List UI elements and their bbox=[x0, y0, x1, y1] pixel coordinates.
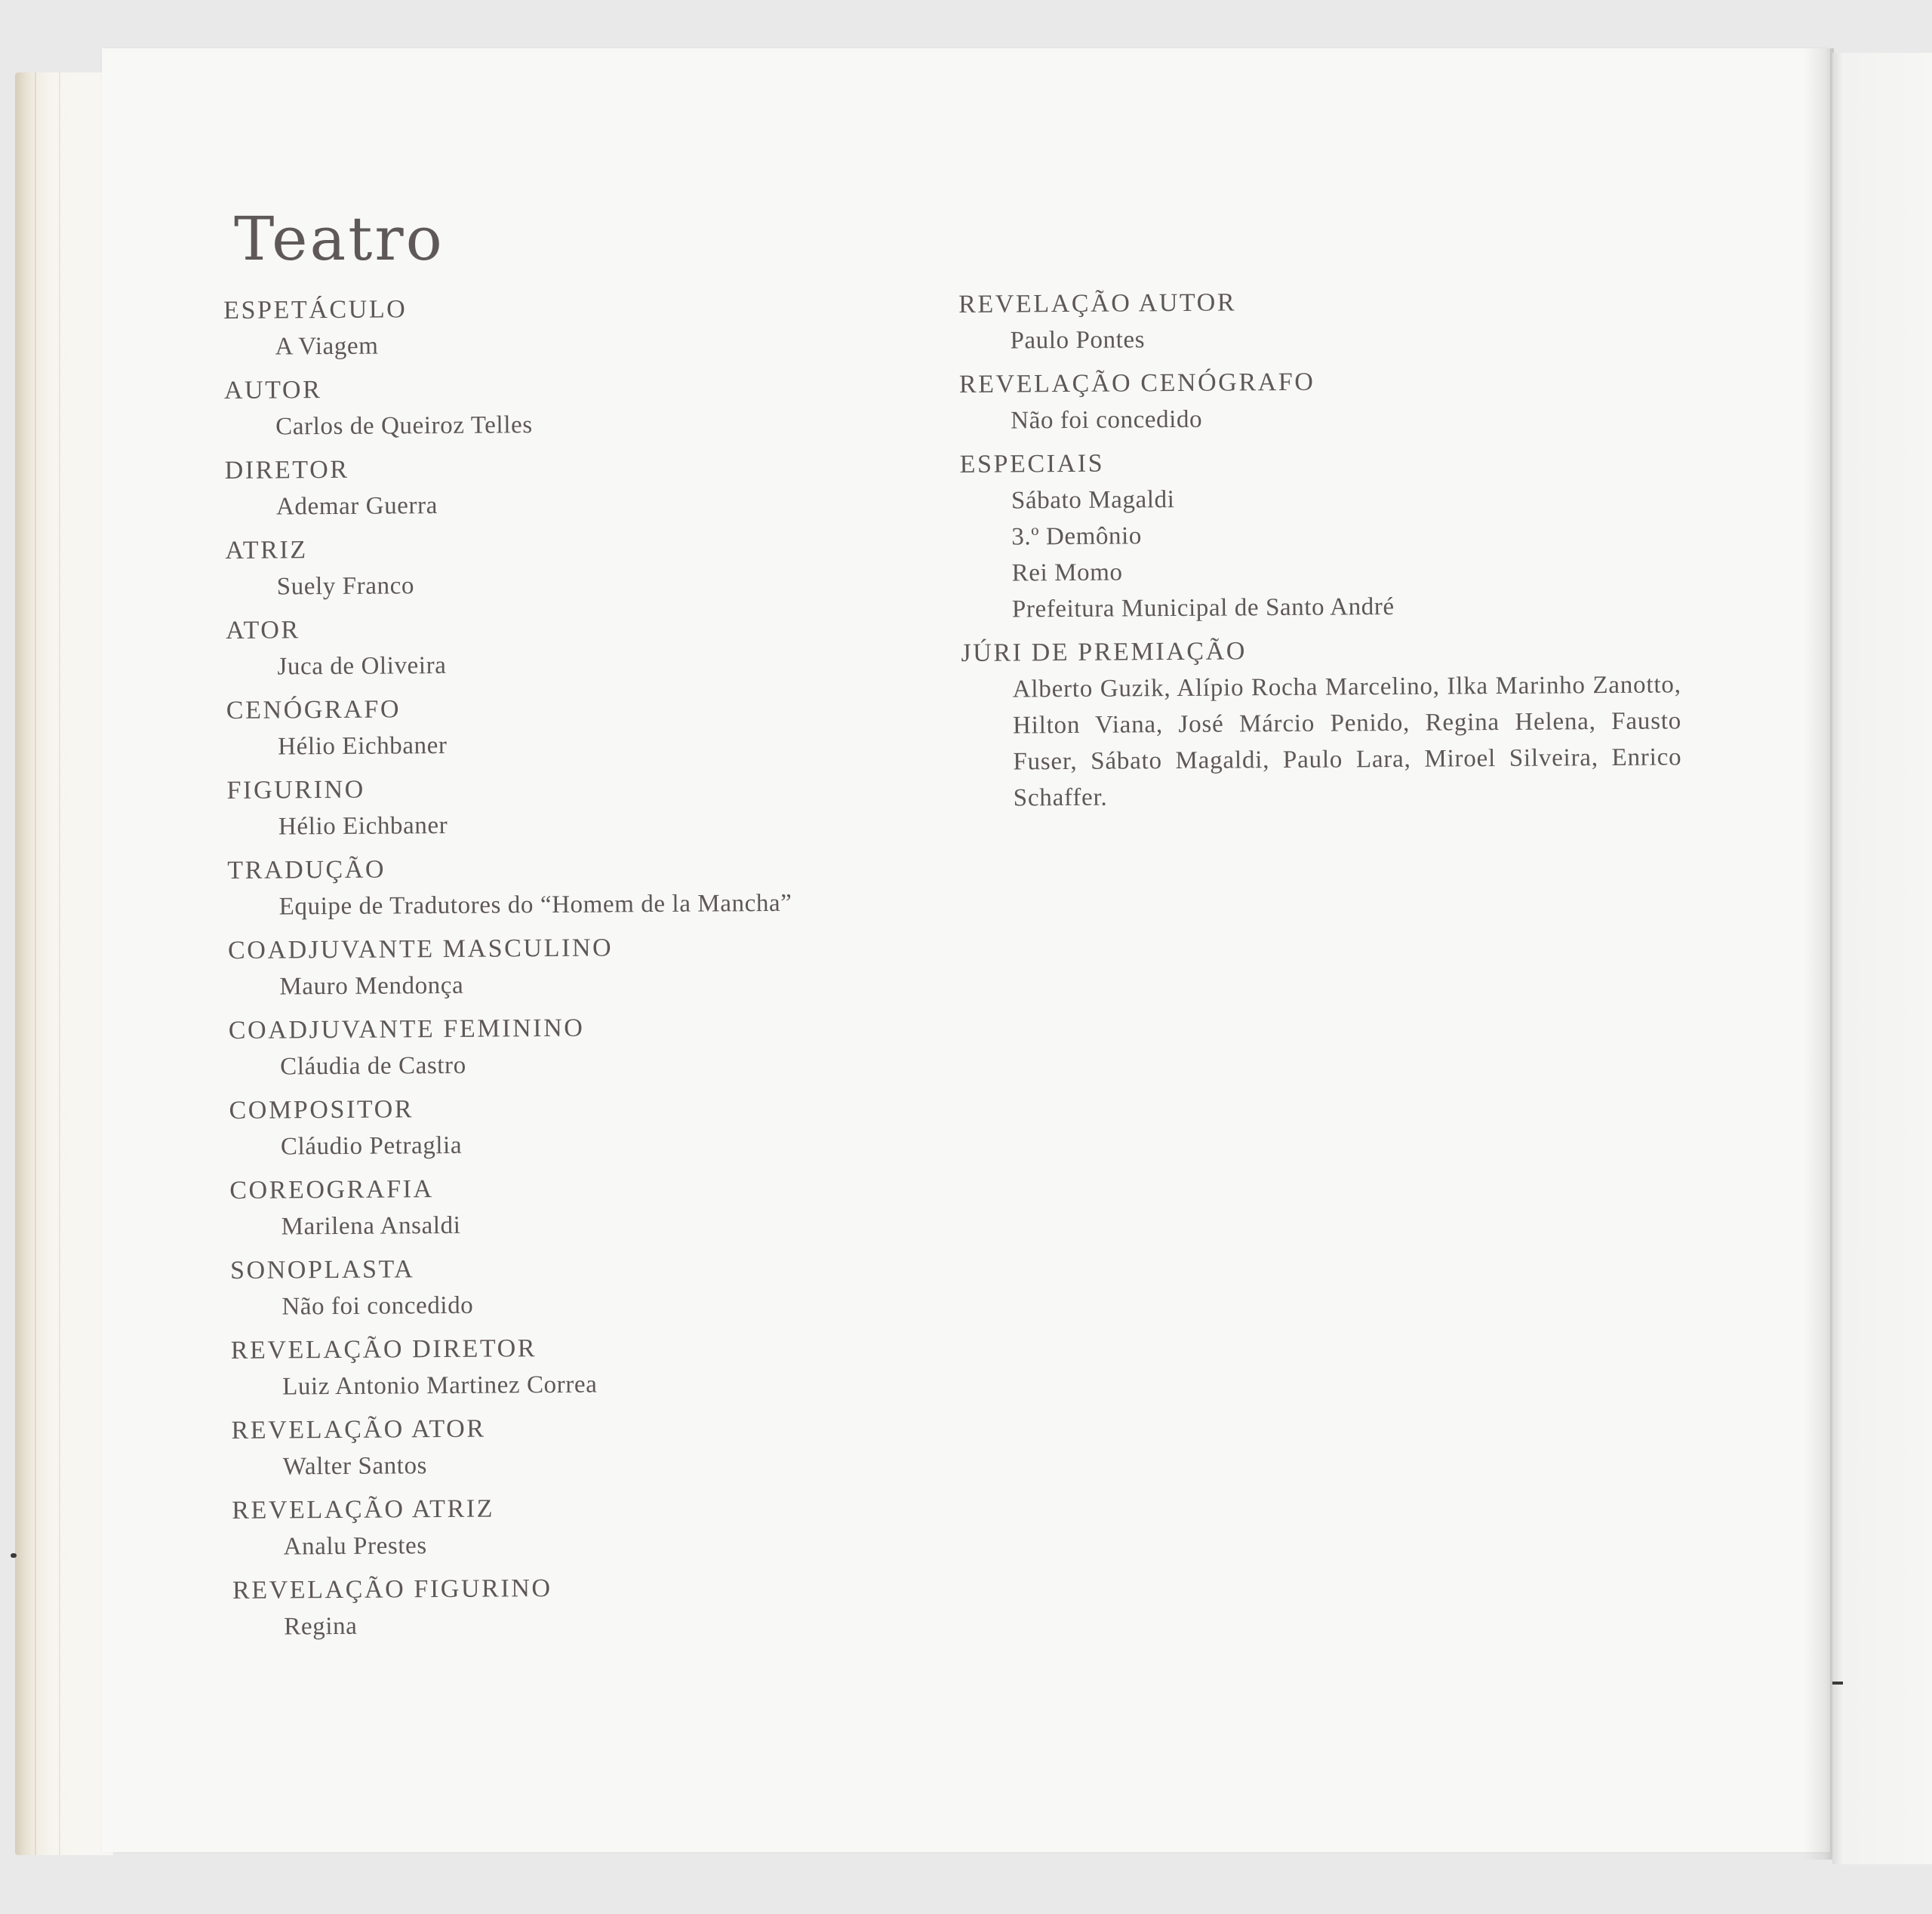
right-page-edge bbox=[1832, 53, 1932, 1864]
special-award-winner: Sábato Magaldi bbox=[1011, 486, 1175, 515]
award-entry bbox=[223, 289, 788, 365]
award-category: CENÓGRAFO bbox=[226, 695, 401, 725]
award-category: FIGURINO bbox=[226, 775, 365, 805]
award-entry bbox=[959, 362, 1680, 439]
award-entry bbox=[224, 449, 789, 525]
award-category: REVELAÇÃO DIRETOR bbox=[230, 1334, 537, 1365]
special-award-winner: 3.º Demônio bbox=[1011, 522, 1143, 551]
award-winner: Analu Prestes bbox=[283, 1532, 427, 1561]
award-category: ATOR bbox=[225, 616, 300, 645]
award-entry bbox=[226, 609, 790, 685]
award-winner: Cláudia de Castro bbox=[280, 1051, 466, 1081]
award-category: ESPETÁCULO bbox=[223, 295, 408, 325]
page-edges bbox=[15, 72, 113, 1855]
award-winner: Paulo Pontes bbox=[1010, 326, 1146, 355]
award-entry bbox=[232, 1569, 797, 1645]
award-entry bbox=[227, 849, 792, 925]
award-entry bbox=[230, 1249, 795, 1325]
award-entry bbox=[229, 1009, 793, 1085]
award-winner: Hélio Eichbaner bbox=[278, 731, 448, 761]
award-entry bbox=[224, 369, 789, 445]
award-winner: Luiz Antonio Martinez Correa bbox=[281, 1371, 598, 1401]
award-winner: Equipe de Tradutores do “Homem de la Mancha” bbox=[278, 889, 792, 921]
award-winner: Mauro Mendonça bbox=[279, 971, 464, 1001]
award-entry bbox=[229, 1169, 794, 1245]
award-category: REVELAÇÃO ATRIZ bbox=[232, 1494, 495, 1525]
award-category: SONOPLASTA bbox=[229, 1255, 415, 1285]
award-category: DIRETOR bbox=[224, 455, 349, 485]
award-winner: Não foi concedido bbox=[1011, 405, 1203, 435]
award-category: COREOGRAFIA bbox=[229, 1175, 434, 1205]
award-winner: Hélio Eichbaner bbox=[278, 811, 448, 841]
award-winner: Walter Santos bbox=[282, 1452, 428, 1481]
award-category: COADJUVANTE MASCULINO bbox=[227, 934, 614, 965]
award-entry-special bbox=[959, 442, 1681, 628]
award-winner: Ademar Guerra bbox=[275, 492, 438, 521]
award-category: AUTOR bbox=[223, 376, 322, 405]
award-entry bbox=[231, 1329, 795, 1405]
award-entry bbox=[231, 1409, 795, 1485]
award-category: REVELAÇÃO CENÓGRAFO bbox=[958, 368, 1315, 398]
award-entry bbox=[232, 1489, 796, 1565]
award-winner: Carlos de Queiroz Telles bbox=[275, 411, 533, 441]
margin-mark bbox=[11, 1553, 17, 1558]
award-category: COADJUVANTE FEMININO bbox=[228, 1014, 585, 1045]
award-entry bbox=[228, 929, 792, 1005]
page-title: Teatro bbox=[234, 204, 445, 274]
award-entry bbox=[958, 282, 1679, 359]
award-category: REVELAÇÃO FIGURINO bbox=[232, 1574, 552, 1605]
award-winner: Suely Franco bbox=[276, 572, 415, 601]
awards-list-right bbox=[958, 282, 1682, 824]
award-category: REVELAÇÃO AUTOR bbox=[958, 288, 1237, 318]
award-category: REVELAÇÃO ATOR bbox=[231, 1414, 486, 1445]
award-entry bbox=[226, 769, 791, 845]
award-winner: Regina bbox=[284, 1612, 358, 1641]
award-winner: Não foi concedido bbox=[281, 1291, 474, 1321]
jury-heading: JÚRI DE PREMIAÇÃO bbox=[961, 637, 1247, 667]
award-entry bbox=[229, 1089, 793, 1165]
jury-members: Alberto Guzik, Alípio Rocha Marcelino, Ilka Marinho Zanotto, Hilton Viana, José Márcio Penido, Regina Helena, Fausto Fuser, Sábato Magaldi, Paulo Lara, Miroel Silveira, Enrico Schaffer. bbox=[1012, 671, 1682, 812]
award-category: COMPOSITOR bbox=[229, 1095, 414, 1125]
book-gutter bbox=[1804, 48, 1834, 1860]
award-winner: Cláudio Petraglia bbox=[280, 1131, 463, 1161]
award-entry bbox=[225, 529, 789, 605]
award-winner: A Viagem bbox=[275, 332, 379, 361]
award-winner: Marilena Ansaldi bbox=[281, 1211, 461, 1241]
jury-entry bbox=[961, 630, 1682, 817]
award-entry bbox=[226, 689, 791, 765]
special-award-winner: Prefeitura Municipal de Santo André bbox=[1011, 592, 1395, 623]
awards-list-left bbox=[223, 289, 797, 1653]
award-category: ATRIZ bbox=[225, 536, 308, 565]
award-category: TRADUÇÃO bbox=[227, 855, 386, 885]
margin-dash bbox=[1832, 1682, 1843, 1685]
award-winner: Juca de Oliveira bbox=[277, 651, 447, 681]
special-award-winner: Rei Momo bbox=[1011, 559, 1123, 587]
award-category: ESPECIAIS bbox=[959, 449, 1105, 478]
